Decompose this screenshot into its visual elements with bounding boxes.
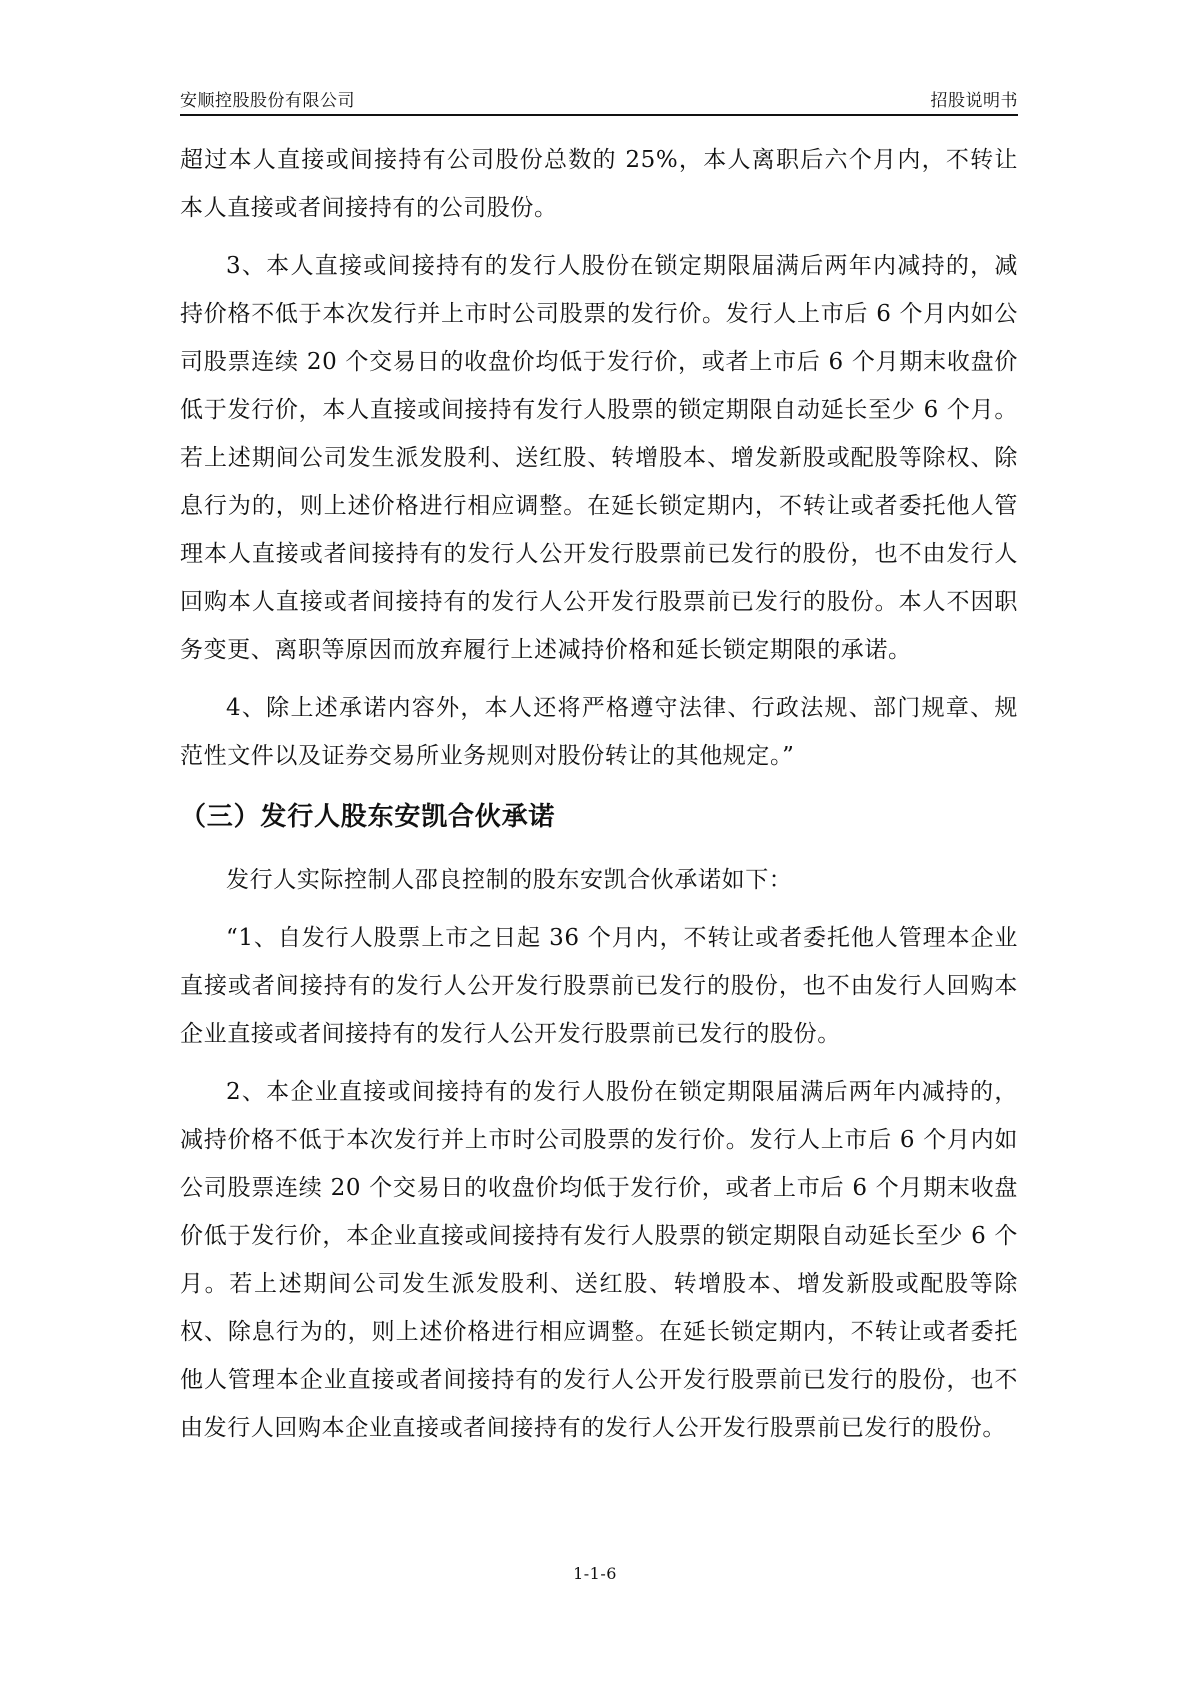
paragraph-continuation: 超过本人直接或间接持有公司股份总数的 25%，本人离职后六个月内，不转让本人直接或者间接持有的公司股份。 [180,147,1018,221]
section-heading: （三）发行人股东安凯合伙承诺 [180,802,556,832]
paragraph-item-4: 4、除上述承诺内容外，本人还将严格遵守法律、行政法规、部门规章、规范性文件以及证券交易所业务规则对股份转让的其他规定。” [180,695,1018,769]
page-number: 1-1-6 [573,1564,617,1583]
page-body [180,136,1018,1462]
paragraph-intro: 发行人实际控制人邵良控制的股东安凯合伙承诺如下： [226,867,793,893]
paragraph-item-3: 3、本人直接或间接持有的发行人股份在锁定期限届满后两年内减持的，减持价格不低于本次发行并上市时公司股票的发行价。发行人上市后 6 个月内如公司股票连续 20 个交易日的收盘价均低于发行价，或者上市后 6 个月期末收盘价低于发行价，本人直接或间接持有发行人股票的锁定期限自动延长至少 6 个月。若上述期间公司发生派发股利、送红股、转增股本、增发新股或配股等除权、除息行为的，则上述价格进行相应调整。在延长锁定期内，不转让或者委托他人管理本人直接或者间接持有的发行人公开发行股票前已发行的股份，也不由发行人回购本人直接或者间接持有的发行人公开发行股票前已发行的股份。本人不因职务变更、离职等原因而放弃履行上述减持价格和延长锁定期限的承诺。 [180,253,1018,663]
header-document-type: 招股说明书 [930,91,1018,111]
header-company-name: 安顺控股股份有限公司 [180,91,355,111]
page-header [180,84,1018,116]
paragraph-commitment-2: 2、本企业直接或间接持有的发行人股份在锁定期限届满后两年内减持的，减持价格不低于本次发行并上市时公司股票的发行价。发行人上市后 6 个月内如公司股票连续 20 个交易日的收盘价均低于发行价，或者上市后 6 个月期末收盘价低于发行价，本企业直接或间接持有发行人股票的锁定期限自动延长至少 6 个月。若上述期间公司发生派发股利、送红股、转增股本、增发新股或配股等除权、除息行为的，则上述价格进行相应调整。在延长锁定期内，不转让或者委托他人管理本企业直接或者间接持有的发行人公开发行股票前已发行的股份，也不由发行人回购本企业直接或者间接持有的发行人公开发行股票前已发行的股份。 [180,1079,1018,1441]
paragraph-commitment-1: “1、自发行人股票上市之日起 36 个月内，不转让或者委托他人管理本企业直接或者间接持有的发行人公开发行股票前已发行的股份，也不由发行人回购本企业直接或者间接持有的发行人公开发行股票前已发行的股份。 [180,925,1018,1047]
